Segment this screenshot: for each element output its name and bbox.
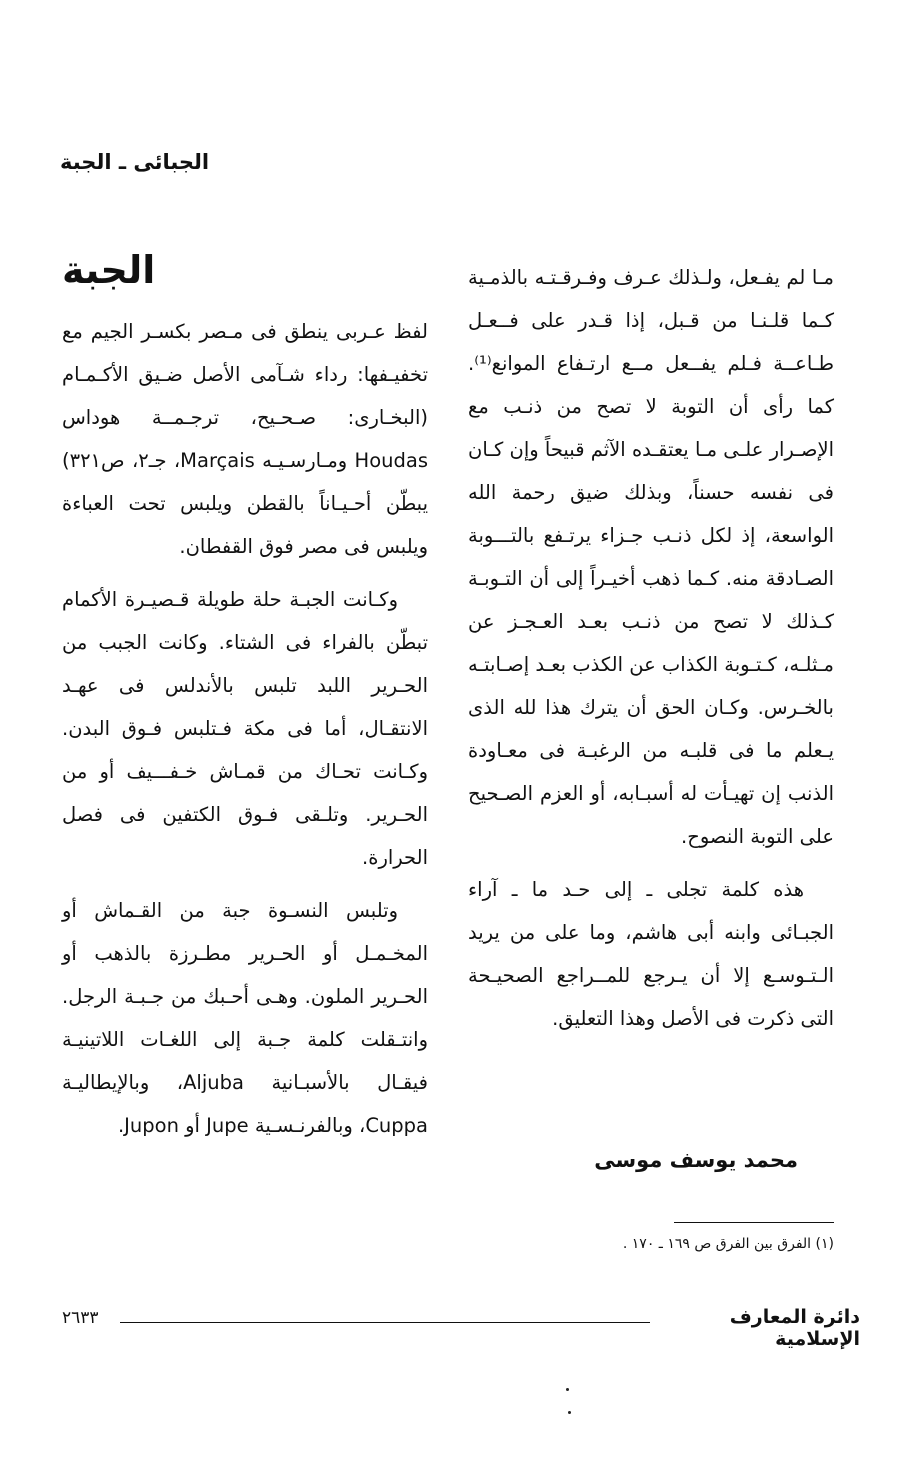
footnote: (١) الفرق بين الفرق ص ١٦٩ ـ ١٧٠ .	[622, 1236, 834, 1252]
right-paragraph-2: هذه كلمة تجلى ـ إلى حـد ما ـ آراء الجبـائى وابنه أبى هاشم، وما على من يريد الـتـوسـع إلا أن يـرجع للمــراجع الصحيـحة التى ذكرت فى الأصل وهذا التعليق.	[468, 878, 834, 1030]
right-paragraph-1: مـا لم يفـعل، ولـذلك عـرف وفـرقـتـه بالذمـية كـما قلـنـا من قـبل، إذا قـدر على فــعـل طـاعــة فـلم يفــعل مــع ارتـفاع الموانع⁽¹⁾. كما رأى أن التوبة لا تصح من ذنـب مع الإصـرار علـى مـا يعتقـده الآثم قبيحاً وإن كـان فى نفسه حسناً، وبذلك ضيق رحمة الله الواسعة، إذ لكل ذنـب جـزاء يرتـفع بالتـــوبة الصـادقة منه. كـما ذهب أخيـراً إلى أن التـوبـة كـذلك لا تصح من ذنـب بعـد العـجـز عن مـثلـه، كـتـوبة الكذاب عن الكذب بعـد إصـابتـه بالخـرس. وكـان الحق أن يترك هذا لله الذى يـعلم ما فى قلبـه من الرغبـة فى معـاودة الذنب إن تهيـأت له أسبـابه، أو العزم الصـحيح على التوبة النصوح.	[468, 266, 834, 848]
right-column	[468, 256, 834, 1040]
left-column	[62, 310, 428, 1147]
entry-title	[62, 248, 262, 292]
left-paragraph-2: وكـانت الجبـة حلة طويلة قـصيـرة الأكمام تبطّن بالفراء فى الشتاء. وكانت الجبب من الحـرير اللبد تلبس بالأندلس فى عهـد الانتقـال، أما فى مكة فـتلبس فـوق البدن. وكـانت تحـاك من قمـاش خـفـــيف أو من الحـرير. وتلـقى فـوق الكتفين فى فصل الحرارة.	[62, 588, 428, 869]
entry-title-text: الجبة	[62, 248, 156, 292]
footnote-rule	[674, 1222, 834, 1223]
page-number: ٢٦٣٣	[62, 1308, 99, 1328]
footer-title: دائرة المعارف الإسلامية	[729, 1306, 860, 1350]
left-paragraph-1: لفظ عـربى ينطق فى مـصر بكسـر الجيم مع تخفيـفها: رداء شـآمى الأصل ضـيق الأكـمـام (البخـارى: صـحـيح، ترجـمــة هوداس Houdas ومـارسـيـه Marçais، جـ٢، ص٣٢١) يبطّن أحـيـاناً بالقطن ويلبس تحت العباءة ويلبس فى مصر فوق القفطان.	[62, 320, 428, 558]
running-head: الجبائى ـ الجبة	[60, 150, 210, 174]
author-signature: محمد يوسف موسى	[594, 1148, 798, 1172]
left-paragraph-3: وتلبس النسـوة جبة من القـماش أو المخـمـل أو الحـرير مطـرزة بالذهب أو الحـرير الملون. وهـى أحـبك من جـبـة الرجل. وانتـقلت كلمة جـبة إلى اللغـات اللاتينيـة فيقـال بالأسبـانية Aljuba، وبالإيطاليـة Cuppa، وبالفرنـسـية Jupe أو Jupon.	[62, 899, 428, 1137]
scan-speck	[568, 1411, 571, 1414]
scan-speck	[566, 1388, 569, 1391]
footer-rule	[120, 1322, 650, 1323]
